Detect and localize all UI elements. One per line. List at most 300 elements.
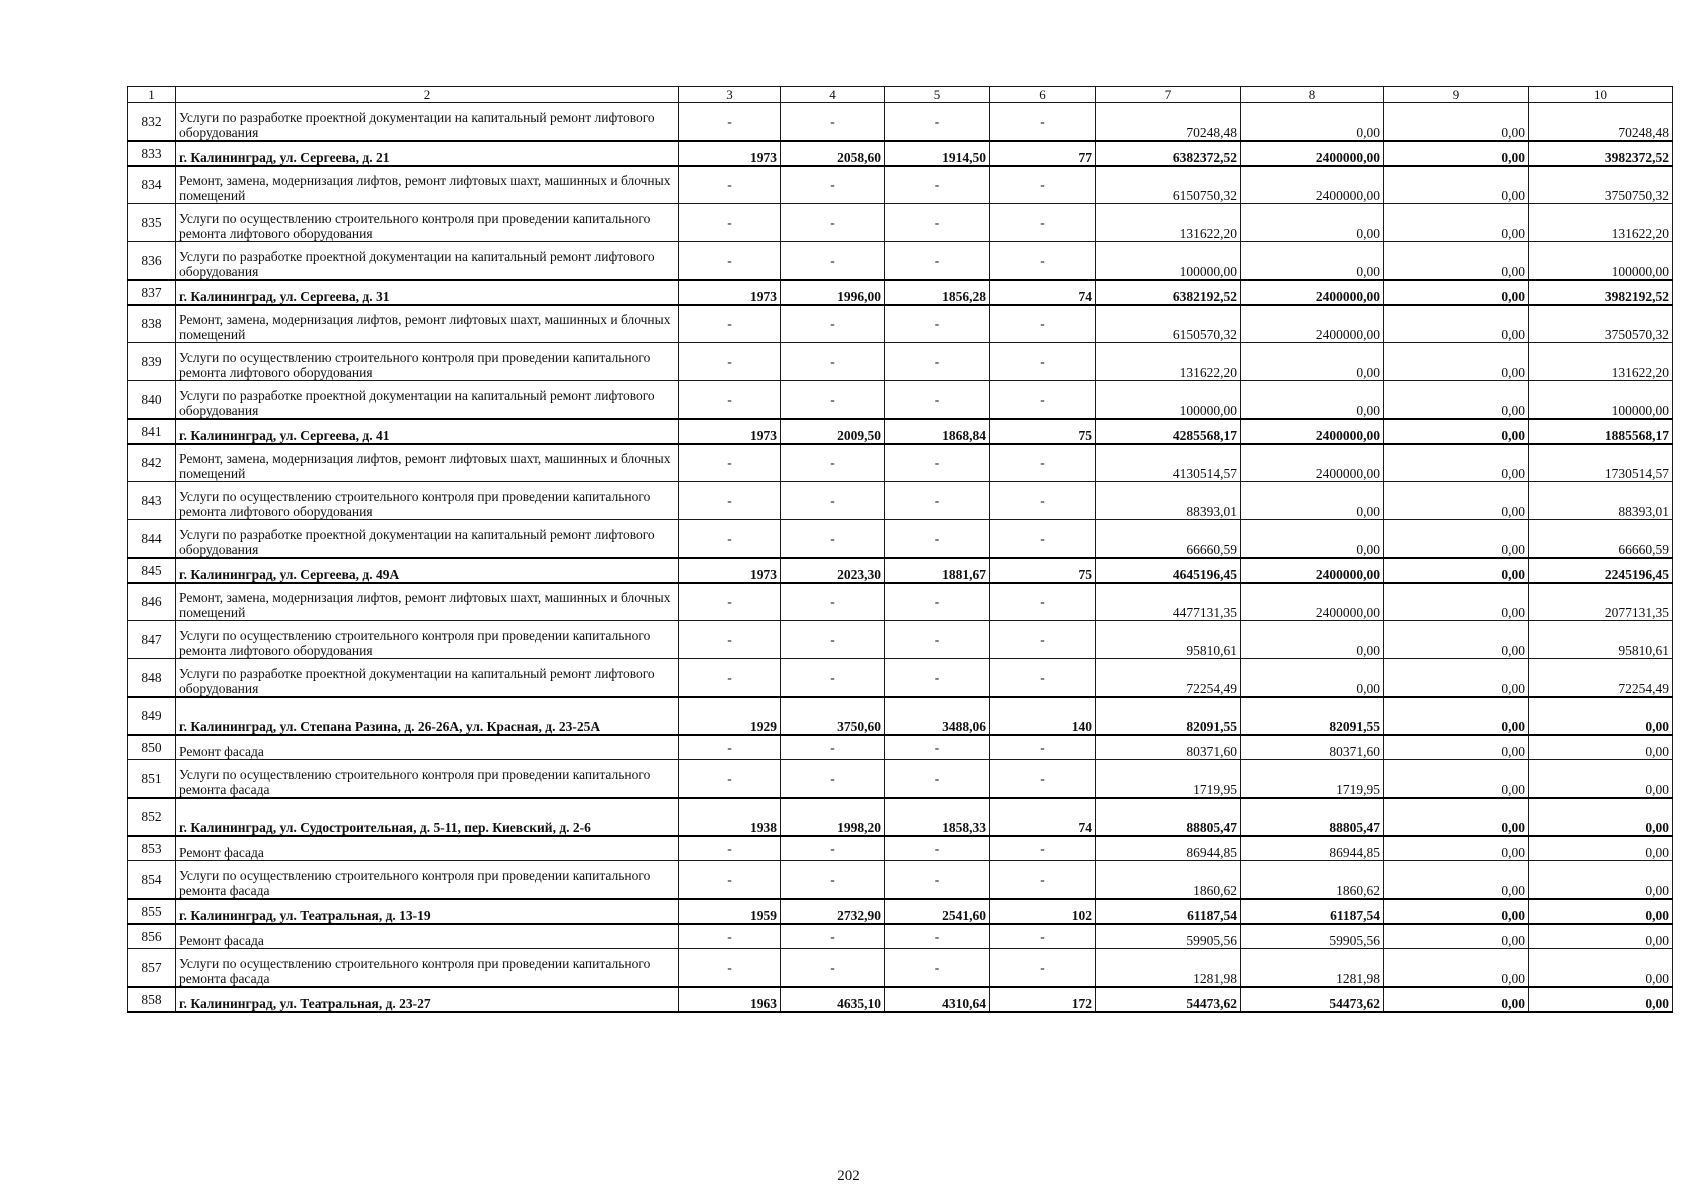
- total-cost: 80371,60: [1096, 735, 1241, 760]
- residential-area: 1868,84: [885, 419, 990, 444]
- total-area: -: [781, 760, 885, 798]
- residential-area: -: [885, 621, 990, 659]
- item-name: Услуги по осуществлению строительного контроля при проведении капитального ремонта лифтового оборудования: [176, 204, 679, 242]
- fund-cost: 0,00: [1241, 381, 1384, 419]
- column-number: 4: [781, 87, 885, 103]
- fund-cost: 59905,56: [1241, 924, 1384, 949]
- owners-cost: 3750750,32: [1529, 166, 1673, 204]
- total-area: 2058,60: [781, 141, 885, 166]
- address-row: [128, 558, 1673, 583]
- total-cost: 6382372,52: [1096, 141, 1241, 166]
- owners-cost: 2245196,45: [1529, 558, 1673, 583]
- residential-area: -: [885, 482, 990, 520]
- budget-cost: 0,00: [1384, 242, 1529, 280]
- total-cost: 131622,20: [1096, 343, 1241, 381]
- year-built: -: [679, 204, 781, 242]
- fund-cost: 2400000,00: [1241, 166, 1384, 204]
- row-number: 847: [128, 621, 176, 659]
- total-area: -: [781, 659, 885, 697]
- work-item-row: [128, 103, 1673, 141]
- residents-count: 140: [990, 697, 1096, 735]
- total-area: 2023,30: [781, 558, 885, 583]
- year-built: -: [679, 305, 781, 343]
- column-number: 7: [1096, 87, 1241, 103]
- item-name: Ремонт фасада: [176, 735, 679, 760]
- budget-cost: 0,00: [1384, 735, 1529, 760]
- row-number: 842: [128, 444, 176, 482]
- budget-cost: 0,00: [1384, 987, 1529, 1012]
- budget-cost: 0,00: [1384, 899, 1529, 924]
- column-number: 3: [679, 87, 781, 103]
- total-area: -: [781, 621, 885, 659]
- row-number: 839: [128, 343, 176, 381]
- budget-cost: 0,00: [1384, 280, 1529, 305]
- fund-cost: 82091,55: [1241, 697, 1384, 735]
- budget-cost: 0,00: [1384, 621, 1529, 659]
- total-cost: 6150570,32: [1096, 305, 1241, 343]
- row-number: 838: [128, 305, 176, 343]
- item-name: г. Калининград, ул. Сергеева, д. 49А: [176, 558, 679, 583]
- total-cost: 4645196,45: [1096, 558, 1241, 583]
- owners-cost: 0,00: [1529, 798, 1673, 836]
- address-row: [128, 987, 1673, 1012]
- budget-cost: 0,00: [1384, 444, 1529, 482]
- owners-cost: 0,00: [1529, 697, 1673, 735]
- work-item-row: [128, 583, 1673, 621]
- total-area: -: [781, 103, 885, 141]
- residential-area: -: [885, 861, 990, 899]
- owners-cost: 3982372,52: [1529, 141, 1673, 166]
- fund-cost: 2400000,00: [1241, 444, 1384, 482]
- total-area: -: [781, 204, 885, 242]
- fund-cost: 0,00: [1241, 482, 1384, 520]
- total-cost: 72254,49: [1096, 659, 1241, 697]
- residents-count: 77: [990, 141, 1096, 166]
- owners-cost: 131622,20: [1529, 343, 1673, 381]
- year-built: -: [679, 836, 781, 861]
- total-area: -: [781, 520, 885, 558]
- row-number: 852: [128, 798, 176, 836]
- fund-cost: 2400000,00: [1241, 141, 1384, 166]
- residents-count: 74: [990, 280, 1096, 305]
- year-built: 1929: [679, 697, 781, 735]
- total-cost: 66660,59: [1096, 520, 1241, 558]
- residential-area: -: [885, 735, 990, 760]
- work-item-row: [128, 520, 1673, 558]
- year-built: -: [679, 343, 781, 381]
- residential-area: 1856,28: [885, 280, 990, 305]
- item-name: Услуги по разработке проектной документации на капитальный ремонт лифтового оборудования: [176, 659, 679, 697]
- total-area: -: [781, 924, 885, 949]
- item-name: г. Калининград, ул. Судостроительная, д. 5-11, пер. Киевский, д. 2-6: [176, 798, 679, 836]
- residential-area: 2541,60: [885, 899, 990, 924]
- item-name: г. Калининград, ул. Сергеева, д. 31: [176, 280, 679, 305]
- column-number: 10: [1529, 87, 1673, 103]
- residents-count: -: [990, 760, 1096, 798]
- budget-cost: 0,00: [1384, 204, 1529, 242]
- residents-count: -: [990, 924, 1096, 949]
- item-name: Услуги по разработке проектной документации на капитальный ремонт лифтового оборудования: [176, 520, 679, 558]
- budget-cost: 0,00: [1384, 798, 1529, 836]
- total-area: -: [781, 861, 885, 899]
- repair-schedule-table: [127, 86, 1673, 1013]
- total-area: -: [781, 242, 885, 280]
- residents-count: -: [990, 659, 1096, 697]
- year-built: 1963: [679, 987, 781, 1012]
- row-number: 837: [128, 280, 176, 305]
- total-cost: 82091,55: [1096, 697, 1241, 735]
- fund-cost: 86944,85: [1241, 836, 1384, 861]
- item-name: Услуги по осуществлению строительного контроля при проведении капитального ремонта лифтового оборудования: [176, 482, 679, 520]
- residential-area: -: [885, 103, 990, 141]
- year-built: -: [679, 861, 781, 899]
- row-number: 836: [128, 242, 176, 280]
- budget-cost: 0,00: [1384, 343, 1529, 381]
- item-name: Ремонт, замена, модернизация лифтов, ремонт лифтовых шахт, машинных и блочных помещений: [176, 305, 679, 343]
- column-number: 9: [1384, 87, 1529, 103]
- residential-area: -: [885, 760, 990, 798]
- fund-cost: 2400000,00: [1241, 305, 1384, 343]
- owners-cost: 88393,01: [1529, 482, 1673, 520]
- budget-cost: 0,00: [1384, 949, 1529, 987]
- item-name: г. Калининград, ул. Степана Разина, д. 26-26А, ул. Красная, д. 23-25А: [176, 697, 679, 735]
- address-row: [128, 141, 1673, 166]
- total-area: -: [781, 836, 885, 861]
- fund-cost: 2400000,00: [1241, 558, 1384, 583]
- owners-cost: 2077131,35: [1529, 583, 1673, 621]
- residents-count: -: [990, 861, 1096, 899]
- work-item-row: [128, 836, 1673, 861]
- fund-cost: 2400000,00: [1241, 583, 1384, 621]
- residential-area: 1858,33: [885, 798, 990, 836]
- work-item-row: [128, 621, 1673, 659]
- owners-cost: 0,00: [1529, 899, 1673, 924]
- year-built: -: [679, 621, 781, 659]
- total-cost: 61187,54: [1096, 899, 1241, 924]
- fund-cost: 1860,62: [1241, 861, 1384, 899]
- residential-area: -: [885, 924, 990, 949]
- total-cost: 86944,85: [1096, 836, 1241, 861]
- item-name: г. Калининград, ул. Сергеева, д. 41: [176, 419, 679, 444]
- fund-cost: 61187,54: [1241, 899, 1384, 924]
- column-number: 6: [990, 87, 1096, 103]
- item-name: Ремонт фасада: [176, 924, 679, 949]
- work-item-row: [128, 204, 1673, 242]
- row-number: 835: [128, 204, 176, 242]
- total-cost: 1719,95: [1096, 760, 1241, 798]
- work-item-row: [128, 735, 1673, 760]
- residential-area: -: [885, 204, 990, 242]
- owners-cost: 131622,20: [1529, 204, 1673, 242]
- budget-cost: 0,00: [1384, 520, 1529, 558]
- row-number: 844: [128, 520, 176, 558]
- residents-count: 102: [990, 899, 1096, 924]
- owners-cost: 0,00: [1529, 924, 1673, 949]
- budget-cost: 0,00: [1384, 583, 1529, 621]
- work-item-row: [128, 482, 1673, 520]
- budget-cost: 0,00: [1384, 419, 1529, 444]
- fund-cost: 0,00: [1241, 204, 1384, 242]
- fund-cost: 2400000,00: [1241, 419, 1384, 444]
- row-number: 841: [128, 419, 176, 444]
- owners-cost: 100000,00: [1529, 381, 1673, 419]
- residential-area: -: [885, 583, 990, 621]
- residents-count: -: [990, 520, 1096, 558]
- item-name: г. Калининград, ул. Театральная, д. 23-27: [176, 987, 679, 1012]
- column-number: 2: [176, 87, 679, 103]
- total-cost: 4477131,35: [1096, 583, 1241, 621]
- row-number: 840: [128, 381, 176, 419]
- total-area: 1996,00: [781, 280, 885, 305]
- year-built: 1959: [679, 899, 781, 924]
- year-built: -: [679, 924, 781, 949]
- total-cost: 6150750,32: [1096, 166, 1241, 204]
- item-name: Услуги по разработке проектной документации на капитальный ремонт лифтового оборудования: [176, 242, 679, 280]
- document-sheet: [127, 86, 1672, 1013]
- total-cost: 4130514,57: [1096, 444, 1241, 482]
- year-built: -: [679, 381, 781, 419]
- residential-area: -: [885, 836, 990, 861]
- row-number: 832: [128, 103, 176, 141]
- residential-area: -: [885, 242, 990, 280]
- year-built: -: [679, 103, 781, 141]
- owners-cost: 1730514,57: [1529, 444, 1673, 482]
- owners-cost: 0,00: [1529, 949, 1673, 987]
- row-number: 856: [128, 924, 176, 949]
- residents-count: 172: [990, 987, 1096, 1012]
- owners-cost: 66660,59: [1529, 520, 1673, 558]
- year-built: -: [679, 242, 781, 280]
- residents-count: 75: [990, 419, 1096, 444]
- row-number: 858: [128, 987, 176, 1012]
- column-number: 5: [885, 87, 990, 103]
- item-name: Услуги по разработке проектной документации на капитальный ремонт лифтового оборудования: [176, 103, 679, 141]
- item-name: Ремонт, замена, модернизация лифтов, ремонт лифтовых шахт, машинных и блочных помещений: [176, 444, 679, 482]
- total-cost: 4285568,17: [1096, 419, 1241, 444]
- total-area: 2009,50: [781, 419, 885, 444]
- total-cost: 88393,01: [1096, 482, 1241, 520]
- total-area: 2732,90: [781, 899, 885, 924]
- budget-cost: 0,00: [1384, 659, 1529, 697]
- residents-count: -: [990, 166, 1096, 204]
- fund-cost: 0,00: [1241, 659, 1384, 697]
- row-number: 850: [128, 735, 176, 760]
- owners-cost: 0,00: [1529, 987, 1673, 1012]
- address-row: [128, 697, 1673, 735]
- year-built: 1938: [679, 798, 781, 836]
- item-name: Ремонт, замена, модернизация лифтов, ремонт лифтовых шахт, машинных и блочных помещений: [176, 583, 679, 621]
- total-area: 1998,20: [781, 798, 885, 836]
- year-built: -: [679, 949, 781, 987]
- address-row: [128, 798, 1673, 836]
- total-area: -: [781, 166, 885, 204]
- total-cost: 54473,62: [1096, 987, 1241, 1012]
- total-cost: 131622,20: [1096, 204, 1241, 242]
- residents-count: -: [990, 381, 1096, 419]
- work-item-row: [128, 949, 1673, 987]
- year-built: -: [679, 735, 781, 760]
- year-built: 1973: [679, 141, 781, 166]
- residents-count: -: [990, 242, 1096, 280]
- year-built: -: [679, 482, 781, 520]
- work-item-row: [128, 861, 1673, 899]
- total-cost: 100000,00: [1096, 242, 1241, 280]
- fund-cost: 80371,60: [1241, 735, 1384, 760]
- total-cost: 88805,47: [1096, 798, 1241, 836]
- residential-area: 1881,67: [885, 558, 990, 583]
- residential-area: 1914,50: [885, 141, 990, 166]
- owners-cost: 0,00: [1529, 861, 1673, 899]
- residential-area: -: [885, 166, 990, 204]
- residents-count: -: [990, 621, 1096, 659]
- residents-count: -: [990, 836, 1096, 861]
- row-number: 846: [128, 583, 176, 621]
- residential-area: -: [885, 949, 990, 987]
- item-name: Услуги по осуществлению строительного контроля при проведении капитального ремонта лифтового оборудования: [176, 343, 679, 381]
- fund-cost: 0,00: [1241, 103, 1384, 141]
- fund-cost: 0,00: [1241, 343, 1384, 381]
- year-built: -: [679, 166, 781, 204]
- item-name: Ремонт, замена, модернизация лифтов, ремонт лифтовых шахт, машинных и блочных помещений: [176, 166, 679, 204]
- residential-area: -: [885, 305, 990, 343]
- row-number: 848: [128, 659, 176, 697]
- residential-area: 3488,06: [885, 697, 990, 735]
- work-item-row: [128, 343, 1673, 381]
- total-area: -: [781, 949, 885, 987]
- total-area: -: [781, 482, 885, 520]
- address-row: [128, 419, 1673, 444]
- total-area: 3750,60: [781, 697, 885, 735]
- total-cost: 59905,56: [1096, 924, 1241, 949]
- row-number: 855: [128, 899, 176, 924]
- address-row: [128, 280, 1673, 305]
- budget-cost: 0,00: [1384, 697, 1529, 735]
- total-area: -: [781, 444, 885, 482]
- row-number: 857: [128, 949, 176, 987]
- work-item-row: [128, 305, 1673, 343]
- residents-count: -: [990, 204, 1096, 242]
- residents-count: -: [990, 444, 1096, 482]
- residents-count: -: [990, 735, 1096, 760]
- owners-cost: 3982192,52: [1529, 280, 1673, 305]
- work-item-row: [128, 242, 1673, 280]
- residential-area: -: [885, 659, 990, 697]
- budget-cost: 0,00: [1384, 305, 1529, 343]
- year-built: -: [679, 760, 781, 798]
- total-area: -: [781, 583, 885, 621]
- work-item-row: [128, 760, 1673, 798]
- row-number: 834: [128, 166, 176, 204]
- year-built: -: [679, 659, 781, 697]
- fund-cost: 0,00: [1241, 621, 1384, 659]
- work-item-row: [128, 659, 1673, 697]
- row-number: 845: [128, 558, 176, 583]
- total-area: -: [781, 343, 885, 381]
- total-area: -: [781, 735, 885, 760]
- fund-cost: 88805,47: [1241, 798, 1384, 836]
- address-row: [128, 899, 1673, 924]
- budget-cost: 0,00: [1384, 861, 1529, 899]
- total-cost: 6382192,52: [1096, 280, 1241, 305]
- residents-count: -: [990, 482, 1096, 520]
- residential-area: -: [885, 520, 990, 558]
- owners-cost: 1885568,17: [1529, 419, 1673, 444]
- residential-area: -: [885, 381, 990, 419]
- residential-area: -: [885, 343, 990, 381]
- total-area: -: [781, 381, 885, 419]
- year-built: 1973: [679, 419, 781, 444]
- fund-cost: 0,00: [1241, 242, 1384, 280]
- item-name: Услуги по разработке проектной документации на капитальный ремонт лифтового оборудования: [176, 381, 679, 419]
- residents-count: -: [990, 305, 1096, 343]
- total-area: -: [781, 305, 885, 343]
- item-name: Услуги по осуществлению строительного контроля при проведении капитального ремонта фасада: [176, 949, 679, 987]
- fund-cost: 1719,95: [1241, 760, 1384, 798]
- year-built: 1973: [679, 280, 781, 305]
- owners-cost: 0,00: [1529, 760, 1673, 798]
- fund-cost: 2400000,00: [1241, 280, 1384, 305]
- budget-cost: 0,00: [1384, 166, 1529, 204]
- residents-count: -: [990, 583, 1096, 621]
- owners-cost: 95810,61: [1529, 621, 1673, 659]
- fund-cost: 1281,98: [1241, 949, 1384, 987]
- budget-cost: 0,00: [1384, 760, 1529, 798]
- residents-count: -: [990, 949, 1096, 987]
- residents-count: 74: [990, 798, 1096, 836]
- budget-cost: 0,00: [1384, 482, 1529, 520]
- budget-cost: 0,00: [1384, 381, 1529, 419]
- column-number: 8: [1241, 87, 1384, 103]
- budget-cost: 0,00: [1384, 558, 1529, 583]
- total-cost: 1860,62: [1096, 861, 1241, 899]
- residents-count: 75: [990, 558, 1096, 583]
- total-cost: 70248,48: [1096, 103, 1241, 141]
- item-name: г. Калининград, ул. Сергеева, д. 21: [176, 141, 679, 166]
- work-item-row: [128, 444, 1673, 482]
- work-item-row: [128, 381, 1673, 419]
- work-item-row: [128, 166, 1673, 204]
- fund-cost: 54473,62: [1241, 987, 1384, 1012]
- owners-cost: 0,00: [1529, 735, 1673, 760]
- budget-cost: 0,00: [1384, 836, 1529, 861]
- item-name: Услуги по осуществлению строительного контроля при проведении капитального ремонта фасада: [176, 861, 679, 899]
- owners-cost: 100000,00: [1529, 242, 1673, 280]
- budget-cost: 0,00: [1384, 141, 1529, 166]
- residential-area: -: [885, 444, 990, 482]
- item-name: г. Калининград, ул. Театральная, д. 13-19: [176, 899, 679, 924]
- column-number-row: [128, 87, 1673, 103]
- budget-cost: 0,00: [1384, 103, 1529, 141]
- row-number: 833: [128, 141, 176, 166]
- item-name: Ремонт фасада: [176, 836, 679, 861]
- owners-cost: 3750570,32: [1529, 305, 1673, 343]
- item-name: Услуги по осуществлению строительного контроля при проведении капитального ремонта лифтового оборудования: [176, 621, 679, 659]
- budget-cost: 0,00: [1384, 924, 1529, 949]
- residential-area: 4310,64: [885, 987, 990, 1012]
- fund-cost: 0,00: [1241, 520, 1384, 558]
- total-cost: 95810,61: [1096, 621, 1241, 659]
- row-number: 853: [128, 836, 176, 861]
- total-cost: 100000,00: [1096, 381, 1241, 419]
- owners-cost: 0,00: [1529, 836, 1673, 861]
- page-number: 202: [837, 1168, 860, 1184]
- work-item-row: [128, 924, 1673, 949]
- residents-count: -: [990, 343, 1096, 381]
- total-area: 4635,10: [781, 987, 885, 1012]
- row-number: 854: [128, 861, 176, 899]
- year-built: 1973: [679, 558, 781, 583]
- row-number: 843: [128, 482, 176, 520]
